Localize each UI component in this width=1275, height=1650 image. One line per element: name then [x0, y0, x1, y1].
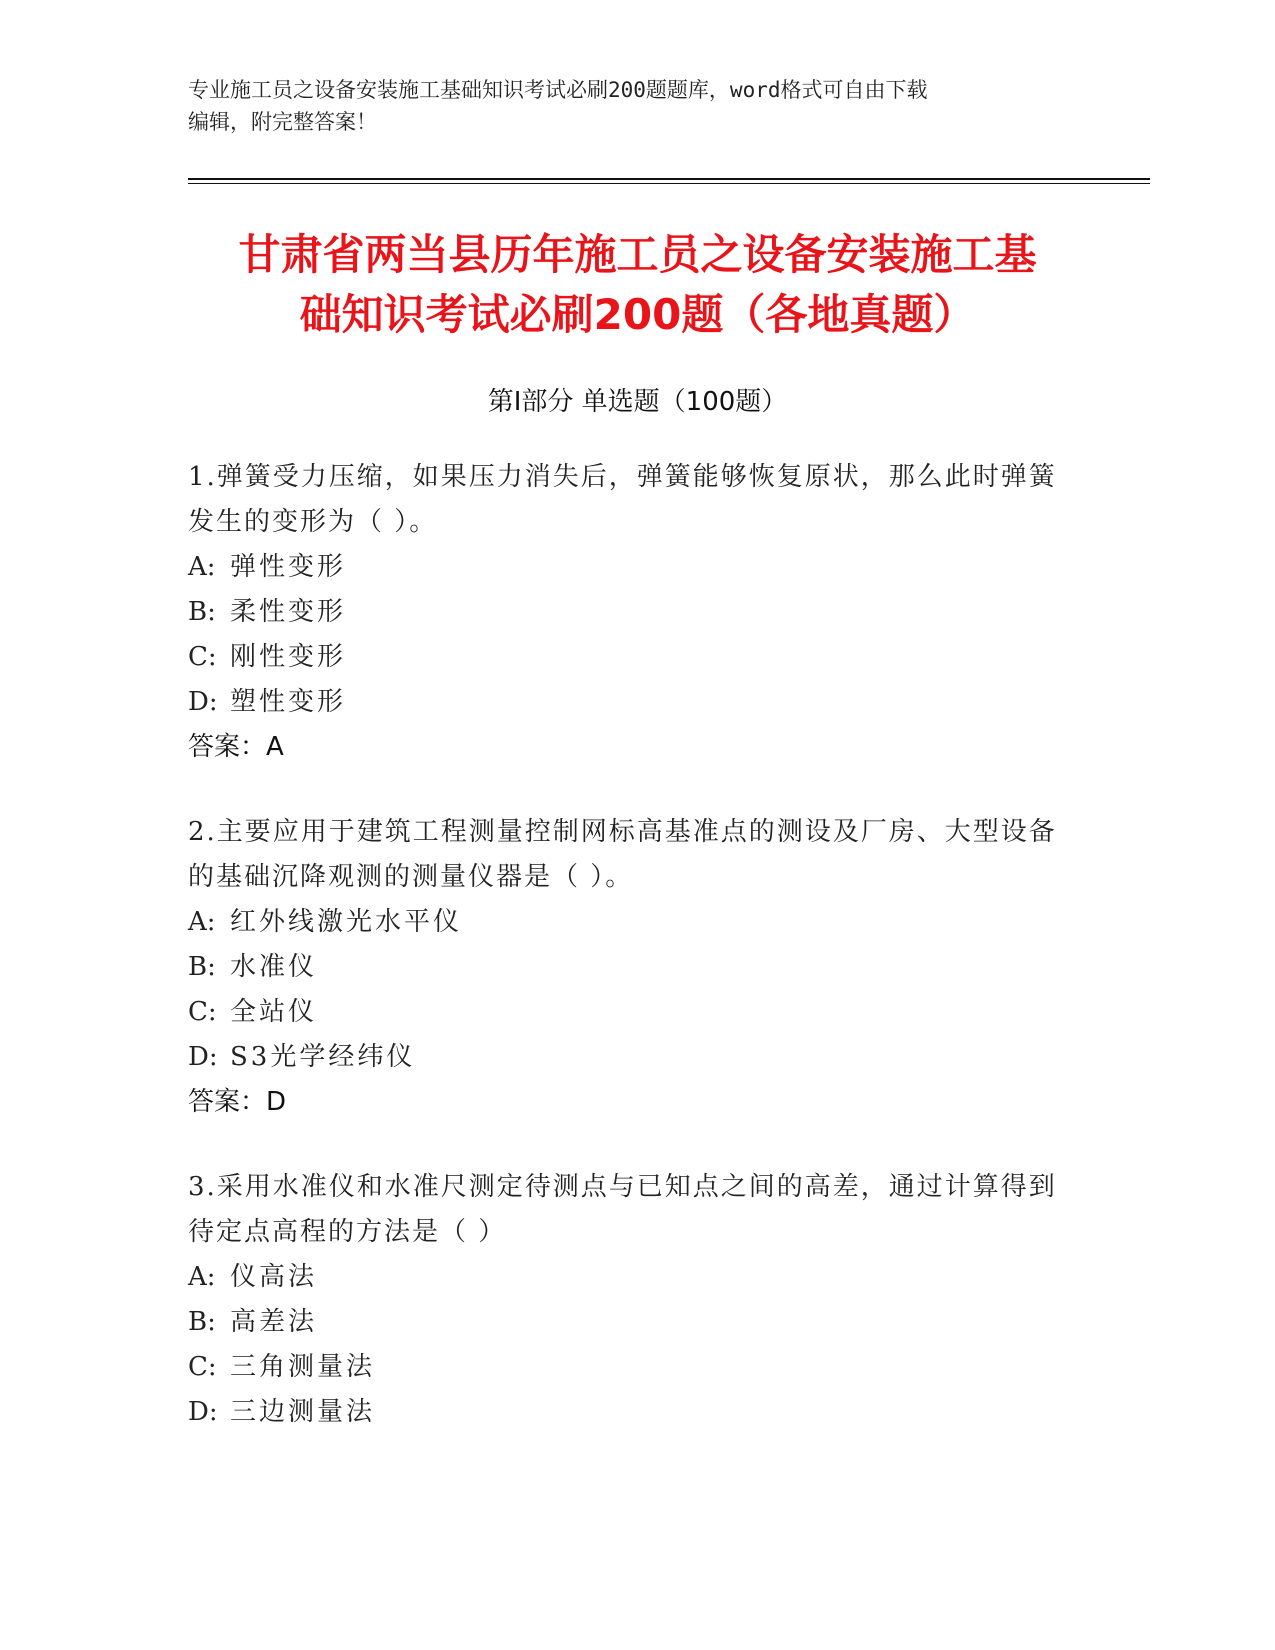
section-title: 第Ⅰ部分 单选题（100题）: [487, 387, 788, 417]
option-c: [188, 635, 1068, 680]
header-note-line-2: 编辑，附完整答案！: [188, 110, 377, 134]
option-letter: C:: [188, 642, 217, 672]
header-divider-thick: [188, 178, 1150, 180]
option-b: [188, 1300, 1068, 1345]
option-text: 红外线激光水平仪: [230, 907, 463, 937]
option-text: 仪高法: [230, 1262, 318, 1292]
option-c: [188, 1345, 1068, 1390]
option-text: 塑性变形: [230, 687, 347, 717]
option-letter: C:: [188, 1352, 217, 1382]
option-letter: A:: [188, 1262, 216, 1292]
option-d: [188, 680, 1068, 725]
option-d: [188, 1035, 1068, 1080]
question-stem: 1.弹簧受力压缩，如果压力消失后，弹簧能够恢复原状，那么此时弹簧发生的变形为（ ）。: [188, 462, 1057, 537]
header-note: [188, 74, 1088, 138]
question-stem: 2.主要应用于建筑工程测量控制网标高基准点的测设及厂房、大型设备的基础沉降观测的测量仪器是（ ）。: [188, 817, 1057, 892]
option-text: 三边测量法: [230, 1397, 376, 1427]
option-letter: B:: [188, 952, 216, 982]
option-d: [188, 1390, 1068, 1435]
option-letter: C:: [188, 997, 217, 1027]
document-title: [150, 225, 1125, 345]
option-b: [188, 945, 1068, 990]
option-a: [188, 545, 1068, 590]
option-text: 高差法: [230, 1307, 318, 1337]
answer: 答案：A: [188, 732, 284, 762]
option-a: [188, 1255, 1068, 1300]
option-letter: D:: [188, 687, 218, 717]
header-divider-thin: [188, 183, 1150, 184]
option-c: [188, 990, 1068, 1035]
option-text: 弹性变形: [230, 552, 347, 582]
question-stem: 3.采用水准仪和水准尺测定待测点与已知点之间的高差，通过计算得到待定点高程的方法是（ ）: [188, 1172, 1057, 1247]
question-3: [188, 1165, 1068, 1435]
answer: 答案：D: [188, 1087, 287, 1117]
option-text: 水准仪: [230, 952, 318, 982]
option-text: S3光学经纬仪: [230, 1042, 416, 1072]
document-title-line-1: 甘肃省两当县历年施工员之设备安装施工基: [238, 230, 1037, 279]
option-a: [188, 900, 1068, 945]
question-2: [188, 810, 1068, 1125]
document-title-line-2: 础知识考试必刷200题（各地真题）: [299, 290, 976, 339]
option-letter: D:: [188, 1397, 218, 1427]
option-text: 全站仪: [230, 997, 318, 1027]
option-text: 刚性变形: [230, 642, 347, 672]
option-text: 三角测量法: [230, 1352, 376, 1382]
question-1: [188, 455, 1068, 770]
header-note-line-1: 专业施工员之设备安装施工基础知识考试必刷200题题库，word格式可自由下载: [188, 78, 928, 102]
option-letter: A:: [188, 907, 216, 937]
option-b: [188, 590, 1068, 635]
option-letter: B:: [188, 1307, 216, 1337]
option-letter: B:: [188, 597, 216, 627]
option-letter: D:: [188, 1042, 218, 1072]
option-text: 柔性变形: [230, 597, 347, 627]
option-letter: A:: [188, 552, 216, 582]
